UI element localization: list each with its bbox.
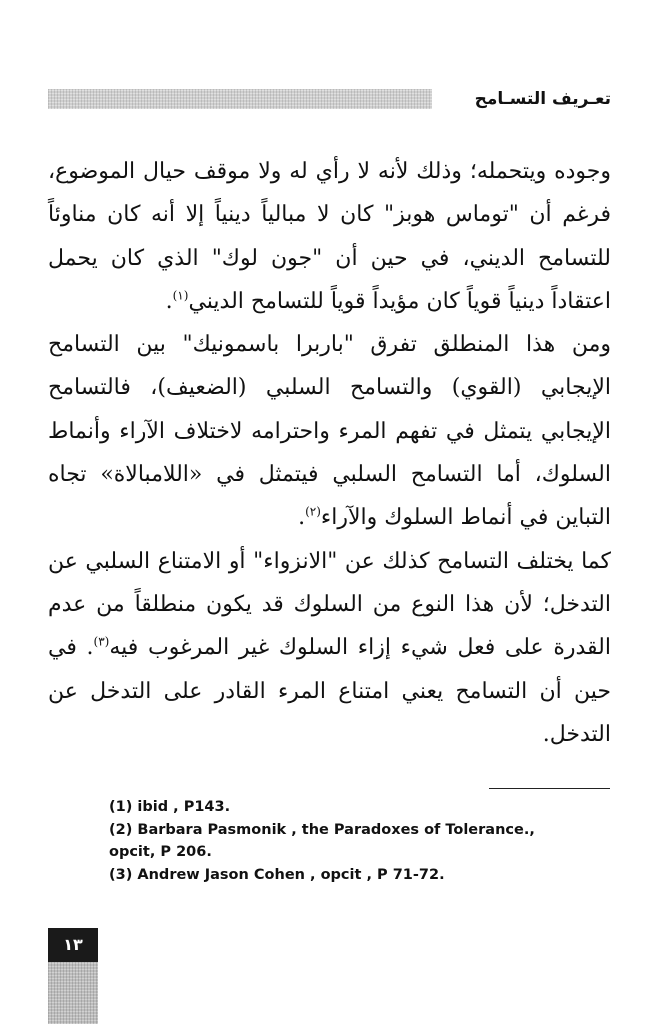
footnote-line: (3) Andrew Jason Cohen , opcit , P 71-72. bbox=[109, 866, 445, 883]
footnote-line: (2) Barbara Pasmonik , the Paradoxes of Tolerance., bbox=[109, 821, 535, 838]
footnote-ref-3[interactable]: (٣) bbox=[93, 634, 110, 649]
paragraph-3-end: . في حين أن التسامح يعني امتناع المرء القادر على التدخل عن التدخل. bbox=[48, 635, 611, 747]
body-text bbox=[48, 150, 611, 756]
paragraph-3-text: كما يختلف التسامح كذلك عن "الانزواء" أو الامتناع السلبي عن التدخل؛ لأن هذا النوع من السلوك قد يكون منطلقاً من عدم القدرة على فعل شيء إزاء السلوك غير المرغوب فيه bbox=[48, 548, 611, 661]
paragraph-1-end: . bbox=[165, 288, 173, 314]
footnote-line: (1) ibid , P143. bbox=[109, 799, 231, 815]
footnote-divider bbox=[489, 788, 610, 789]
footnotes bbox=[109, 796, 609, 886]
paragraph-2-text: ومن هذا المنطلق تفرق "باربرا باسمونيك" بين التسامح الإيجابي (القوي) والتسامح السلبي (الضعيف)، فالتسامح الإيجابي يتمثل في تفهم المرء واحترامه لاختلاف الآراء وأنماط السلوك، أما التسامح السلبي فيتمثل في «اللامبالاة» تجاه التباين في أنماط السلوك والآراء bbox=[48, 332, 611, 531]
footnote-line: opcit, P 206. bbox=[109, 844, 212, 860]
paragraph-1 bbox=[48, 150, 611, 323]
page-number: ١٣ bbox=[63, 935, 83, 954]
paragraph-1-text: وجوده ويتحمله؛ وذلك لأنه لا رأي له ولا موقف حيال الموضوع، فرغم أن "توماس هوبز" كان لا مبالياً دينياً إلا أنه كان مناوئاً للتسامح الديني، في حين أن "جون لوك" الذي كان يحمل اعتقاداً دينياً قوياً كان مؤيداً قوياً للتسامح الديني bbox=[48, 159, 611, 314]
paragraph-2 bbox=[48, 323, 611, 539]
footnote-ref-1[interactable]: (١) bbox=[172, 288, 189, 303]
footnote-ref-2[interactable]: (٢) bbox=[305, 505, 321, 520]
header-title: تعـريف التسـامح bbox=[474, 89, 611, 109]
header-decorative-band bbox=[48, 89, 432, 109]
paragraph-2-end: . bbox=[298, 505, 306, 531]
page-header bbox=[48, 86, 611, 112]
paragraph-3 bbox=[48, 540, 611, 756]
